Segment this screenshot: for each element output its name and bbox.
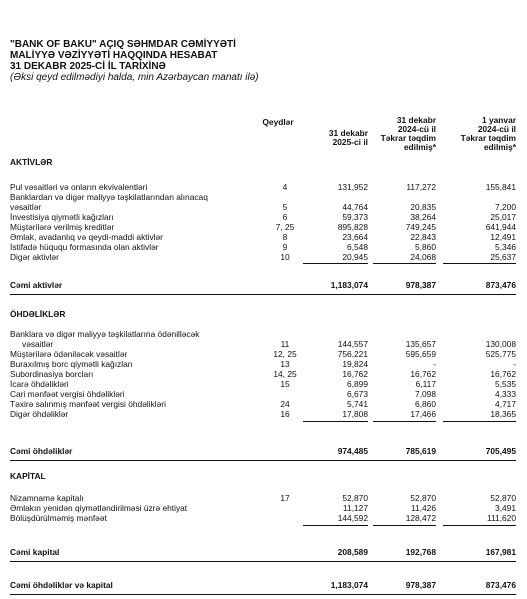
col2-header-line3: Təkrar təqdim <box>380 133 436 143</box>
row-note: 15 <box>280 379 290 389</box>
row-value-2024: 24,068 <box>410 252 436 262</box>
row-value-2024: 16,762 <box>410 369 436 379</box>
row-value-2024-jan: - <box>513 359 516 369</box>
row-value-2024: 749,245 <box>405 222 436 232</box>
row-label: Əmlak, avadanlıq və qeydi-maddi aktivlər <box>10 232 163 242</box>
row-value-2025: 144,592 <box>337 513 368 523</box>
row-value-2025: 5,741 <box>347 399 368 409</box>
row-value-2024: 52,870 <box>410 493 436 503</box>
total-liabilities-capital-2025: 1,183,074 <box>330 580 368 590</box>
col2-header-line1: 31 dekabr <box>396 115 436 125</box>
subtotal-rule <box>443 263 516 264</box>
row-value-2024-jan: 5,535 <box>495 379 516 389</box>
row-value-2024-jan: 525,775 <box>485 349 516 359</box>
row-value-2025: 23,664 <box>342 232 368 242</box>
row-value-2024-jan: 4,717 <box>495 399 516 409</box>
row-note: 24 <box>280 399 290 409</box>
row-label: Cari mənfəət vergisi öhdəlikləri <box>10 389 125 399</box>
row-value-2024: 20,835 <box>410 202 436 212</box>
subtotal-rule <box>373 263 436 264</box>
col3-header-line2: 2024-cü il <box>477 124 516 134</box>
row-label: Digər aktivlər <box>10 252 59 262</box>
row-value-2024-jan: 52,870 <box>490 493 516 503</box>
report-date: 31 DEKABR 2025-Cİ İL TARİXİNƏ <box>10 61 166 72</box>
row-label: Banklardan və digər maliyyə təşkilatlarından alınacaq <box>10 192 208 202</box>
row-value-2024: 5,860 <box>415 242 436 252</box>
row-value-2024: 22,843 <box>410 232 436 242</box>
row-value-2025: 16,762 <box>342 369 368 379</box>
row-label: Bölüşdürülməmiş mənfəət <box>10 513 107 523</box>
section-divider <box>10 460 516 461</box>
section-divider <box>10 294 516 295</box>
total-capital-label: Cəmi kapital <box>10 547 60 557</box>
row-label: Digər öhdəliklər <box>10 409 69 419</box>
row-value-2024-jan: 111,620 <box>486 513 516 523</box>
row-label: Müştərilərə verilmiş kreditlər <box>10 222 115 232</box>
row-value-2024-jan: 4,333 <box>495 389 516 399</box>
row-note: 13 <box>280 359 290 369</box>
row-value-2025: 895,828 <box>337 222 368 232</box>
total-liabilities-2025: 974,485 <box>337 446 368 456</box>
report-title: MALİYYƏ VƏZİYYƏTİ HAQQINDA HESABAT <box>10 50 218 61</box>
row-value-2024: 117,272 <box>406 182 436 192</box>
row-label: vəsaitlər <box>10 202 42 212</box>
row-value-2024-jan: 25,017 <box>490 212 516 222</box>
notes-column-header: Qeydlər <box>262 117 294 127</box>
row-note: 16 <box>280 409 290 419</box>
subtotal-rule <box>303 421 368 422</box>
total-liabilities-capital-2024-jan: 873,476 <box>485 580 516 590</box>
row-value-2024: 6,860 <box>415 399 436 409</box>
row-value-2024: 38,264 <box>410 212 436 222</box>
row-value-2024: 17,466 <box>410 409 436 419</box>
row-note: 7, 25 <box>275 222 295 232</box>
total-liabilities-capital-2024: 978,387 <box>405 580 436 590</box>
col2-header-line4: edilmiş* <box>403 142 436 152</box>
total-liabilities-2024-jan: 705,495 <box>485 446 516 456</box>
total-capital-2024: 192,768 <box>405 547 436 557</box>
row-label: İnvestisiya qiymətli kağızları <box>10 212 114 222</box>
col3-header-line3: Təkrar təqdim <box>460 133 516 143</box>
row-value-2024-jan: 7,200 <box>495 202 516 212</box>
row-note: 11 <box>280 339 290 349</box>
row-value-2025: 6,899 <box>347 379 368 389</box>
row-value-2025: 59,373 <box>342 212 368 222</box>
section-divider <box>10 561 516 562</box>
row-value-2024: - <box>433 359 436 369</box>
row-value-2025: 131,952 <box>337 182 368 192</box>
total-capital-2024-jan: 167,981 <box>485 547 516 557</box>
row-label: Subordinasiya borcları <box>10 369 94 379</box>
row-value-2024-jan: 25,637 <box>490 252 516 262</box>
row-label: Nizamnamə kapitalı <box>10 493 84 503</box>
capital-section-title: KAPİTAL <box>10 471 46 481</box>
row-value-2025: 20,945 <box>342 252 368 262</box>
col3-header-line1: 1 yanvar <box>482 115 516 125</box>
row-note: 10 <box>280 252 290 262</box>
currency-note: (Əksi qeyd edilmədiyi halda, min Azərbaycan manatı ilə) <box>10 72 259 83</box>
col1-header-line2: 2025-ci il <box>332 137 368 147</box>
row-value-2024-jan: 130,008 <box>485 339 516 349</box>
subtotal-rule <box>373 525 436 526</box>
row-note: 17 <box>280 493 290 503</box>
row-value-2024-jan: 155,841 <box>485 182 516 192</box>
row-label: Banklara və digər maliyyə təşkilatlarına ödənilləcək <box>10 329 200 339</box>
subtotal-rule <box>443 421 516 422</box>
total-assets-2024-jan: 873,476 <box>485 280 516 290</box>
row-label: İstifadə hüququ formasında olan aktivlər <box>10 242 159 252</box>
row-note: 6 <box>282 212 288 222</box>
row-label: vəsaitlər <box>22 339 54 349</box>
row-value-2025: 44,764 <box>342 202 368 212</box>
assets-section-title: AKTİVLƏR <box>10 157 53 167</box>
total-capital-2025: 208,589 <box>337 547 368 557</box>
total-liabilities-2024: 785,619 <box>405 446 436 456</box>
row-value-2024: 135,657 <box>405 339 436 349</box>
subtotal-rule <box>303 525 368 526</box>
col3-header-line4: edilmiş* <box>483 142 516 152</box>
total-liabilities-label: Cəmi öhdəliklər <box>10 446 73 456</box>
total-assets-2025: 1,183,074 <box>330 280 368 290</box>
row-note: 12, 25 <box>273 349 297 359</box>
row-note: 14, 25 <box>273 369 297 379</box>
row-value-2024: 128,472 <box>405 513 436 523</box>
row-label: İcarə öhdəlikləri <box>10 379 69 389</box>
row-note: 8 <box>282 232 288 242</box>
row-label: Pul vəsaitləri və onların ekvivalentləri <box>10 182 148 192</box>
row-label: Təxirə salınmış mənfəət vergisi öhdəlikləri <box>10 399 166 409</box>
total-liabilities-capital-label: Cəmi öhdəliklər və kapital <box>10 580 113 590</box>
row-value-2025: 11,127 <box>343 503 368 513</box>
subtotal-rule <box>443 525 516 526</box>
row-label: Buraxılmış borc qiymətli kağızları <box>10 359 133 369</box>
row-note: 4 <box>282 182 288 192</box>
company-name: "BANK OF BAKU" AÇIQ SƏHMDAR CƏMİYYƏTİ <box>10 39 236 50</box>
row-value-2024-jan: 12,491 <box>490 232 516 242</box>
row-value-2025: 17,808 <box>342 409 368 419</box>
row-value-2024-jan: 641,944 <box>485 222 516 232</box>
row-value-2024: 595,659 <box>405 349 436 359</box>
total-assets-label: Cəmi aktivlər <box>10 280 63 290</box>
row-value-2024-jan: 16,762 <box>490 369 516 379</box>
row-value-2024-jan: 3,491 <box>495 503 516 513</box>
row-value-2025: 756,221 <box>337 349 368 359</box>
col2-header-line2: 2024-cü il <box>397 124 436 134</box>
row-value-2024-jan: 18,365 <box>490 409 516 419</box>
col1-header-line1: 31 dekabr <box>328 128 368 138</box>
bottom-divider <box>10 594 516 595</box>
total-assets-2024: 978,387 <box>405 280 436 290</box>
row-value-2024: 7,098 <box>415 389 436 399</box>
subtotal-rule <box>303 263 368 264</box>
row-value-2024: 6,117 <box>415 379 436 389</box>
row-note: 5 <box>282 202 288 212</box>
row-value-2025: 6,548 <box>347 242 368 252</box>
row-value-2025: 144,557 <box>337 339 368 349</box>
subtotal-rule <box>373 421 436 422</box>
row-value-2025: 52,870 <box>342 493 368 503</box>
row-value-2024: 11,426 <box>411 503 436 513</box>
row-value-2025: 19,824 <box>342 359 368 369</box>
row-label: Əmlakın yenidən qiymətləndirilməsi üzrə ehtiyat <box>10 503 188 513</box>
row-label: Müştərilərə ödəniləcək vəsaitlər <box>10 349 128 359</box>
row-value-2025: 6,673 <box>347 389 368 399</box>
liabilities-section-title: ÖHDƏLİKLƏR <box>10 309 66 319</box>
row-note: 9 <box>282 242 288 252</box>
row-value-2024-jan: 5,346 <box>495 242 516 252</box>
